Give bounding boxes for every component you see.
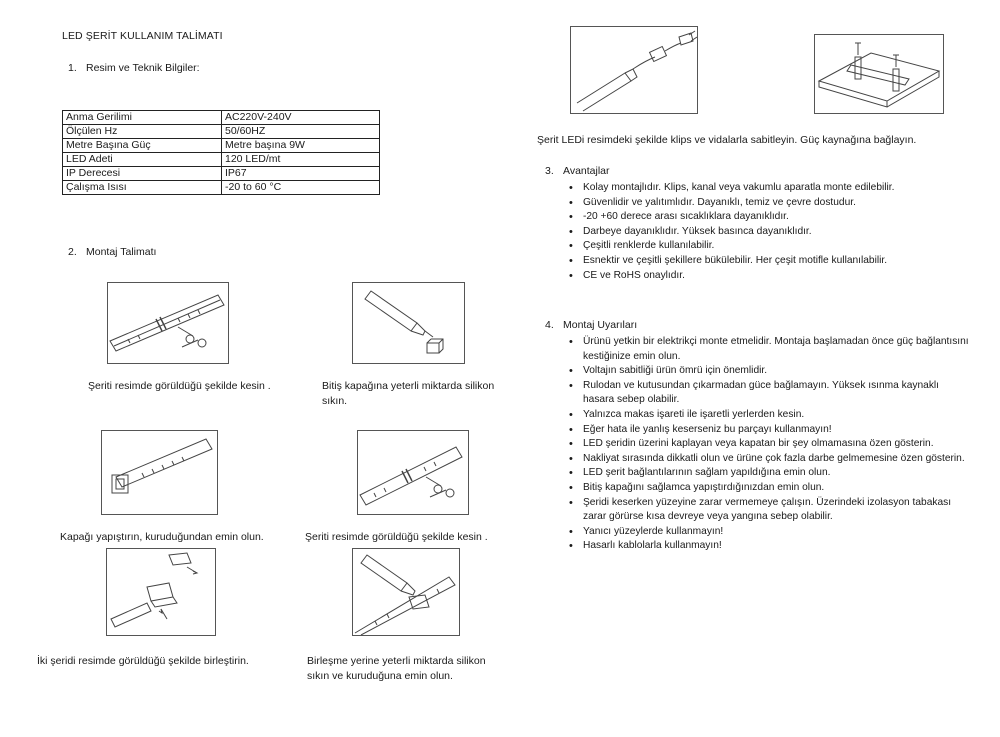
section1-number: 1. (68, 62, 77, 74)
section4-number: 4. (545, 319, 554, 331)
attach-cap-figure (101, 430, 218, 515)
list-item: • LED şerit bağlantılarının sağlam yapıldığına emin olun. (557, 466, 972, 481)
list-item: • Hasarlı kablolarla kullanmayın! (557, 539, 972, 554)
spec-label: Ölçülen Hz (63, 125, 222, 139)
silicone-joint-figure (352, 548, 460, 636)
silicone-cap-figure (352, 282, 465, 364)
cut-strip-2-caption: Şeriti resimde görüldüğü şekilde kesin . (305, 531, 488, 543)
list-item: • Güvenlidir ve yalıtımlıdır. Dayanıklı, temiz ve çevre dostudur. (557, 196, 987, 211)
list-item: • Darbeye dayanıklıdır. Yüksek basınca dayanıklıdır. (557, 225, 987, 240)
section2-title: Montaj Talimatı (86, 246, 157, 258)
spec-label: Anma Gerilimi (63, 111, 222, 125)
spec-label: Metre Başına Güç (63, 139, 222, 153)
spec-value: IP67 (222, 167, 380, 181)
list-item: • Esnektir ve çeşitli şekillere bükülebilir. Her çeşit motifle kullanılabilir. (557, 254, 987, 269)
spec-row (63, 181, 380, 195)
cut-strip-figure (107, 282, 229, 364)
section3-title: Avantajlar (563, 165, 610, 177)
warnings-list (557, 335, 972, 554)
list-item: • Çeşitli renklerde kullanılabilir. (557, 239, 987, 254)
silicone-cap-caption: Bitiş kapağına yeterli miktarda silikon sıkın. (322, 380, 495, 407)
spec-label: Çalışma Isısı (63, 181, 222, 195)
join-strips-caption: İki şeridi resimde görüldüğü şekilde birleştirin. (37, 655, 249, 667)
spec-value: AC220V-240V (222, 111, 380, 125)
list-item: • Eğer hata ile yanlış keserseniz bu parçayı kullanmayın! (557, 423, 972, 438)
cut-strip-caption: Şeriti resimde görüldüğü şekilde kesin . (88, 380, 271, 392)
list-item: • -20 +60 derece arası sıcaklıklara dayanıklıdır. (557, 210, 987, 225)
spec-row (63, 139, 380, 153)
list-item: • Yalnızca makas işareti ile işaretli yerlerden kesin. (557, 408, 972, 423)
attach-cap-caption: Kapağı yapıştırın, kuruduğundan emin olun. (60, 531, 264, 543)
silicone-joint-caption: Birleşme yerine yeterli miktarda silikon sıkın ve kuruduğuna emin olun. (307, 655, 486, 682)
section4-title: Montaj Uyarıları (563, 319, 638, 331)
advantages-list (557, 181, 987, 283)
spec-table (62, 110, 380, 195)
document-title: LED ŞERİT KULLANIM TALİMATI (62, 30, 223, 42)
spec-value: 50/60HZ (222, 125, 380, 139)
list-item: • Kolay montajlıdır. Klips, kanal veya vakumlu aparatla monte edilebilir. (557, 181, 987, 196)
spec-row (63, 167, 380, 181)
list-item: • Ürünü yetkin bir elektrikçi monte etmelidir. Montaja başlamadan önce güç bağlantısını kestiğinize emin olun. (557, 335, 972, 364)
section3-number: 3. (545, 165, 554, 177)
list-item: • Nakliyat sırasında dikkatli olun ve ürüne çok fazla darbe gelmemesine özen gösterin. (557, 452, 972, 467)
spec-value: Metre başına 9W (222, 139, 380, 153)
list-item: • LED şeridin üzerini kaplayan veya kapatan bir şey olmamasına özen gösterin. (557, 437, 972, 452)
fix-and-connect-caption: Şerit LEDi resimdeki şekilde klips ve vidalarla sabitleyin. Güç kaynağına bağlayın. (537, 134, 917, 146)
power-cable-figure (570, 26, 698, 114)
list-item: • Rulodan ve kutusundan çıkarmadan güce bağlamayın. Yüksek ısınma kaynaklı hasara sebep olabilir. (557, 379, 972, 408)
list-item: • CE ve RoHS onaylıdır. (557, 269, 987, 284)
cut-strip-2-figure (357, 430, 469, 515)
spec-row (63, 153, 380, 167)
section1-title: Resim ve Teknik Bilgiler: (86, 62, 200, 74)
spec-row (63, 125, 380, 139)
list-item: • Bitiş kapağını sağlamca yapıştırdığınızdan emin olun. (557, 481, 972, 496)
spec-row (63, 111, 380, 125)
spec-value: 120 LED/mt (222, 153, 380, 167)
clip-mount-figure (814, 34, 944, 114)
list-item: • Voltajın sabitliği ürün ömrü için önemlidir. (557, 364, 972, 379)
join-strips-figure (106, 548, 216, 636)
spec-label: IP Derecesi (63, 167, 222, 181)
list-item: • Şeridi keserken yüzeyine zarar vermemeye çalışın. Üzerindeki izolasyon tabakası zarar görürse kısa devreye veya yangına sebep olabilir. (557, 496, 972, 525)
spec-label: LED Adeti (63, 153, 222, 167)
section2-number: 2. (68, 246, 77, 258)
list-item: • Yanıcı yüzeylerde kullanmayın! (557, 525, 972, 540)
spec-value: -20 to 60 °C (222, 181, 380, 195)
